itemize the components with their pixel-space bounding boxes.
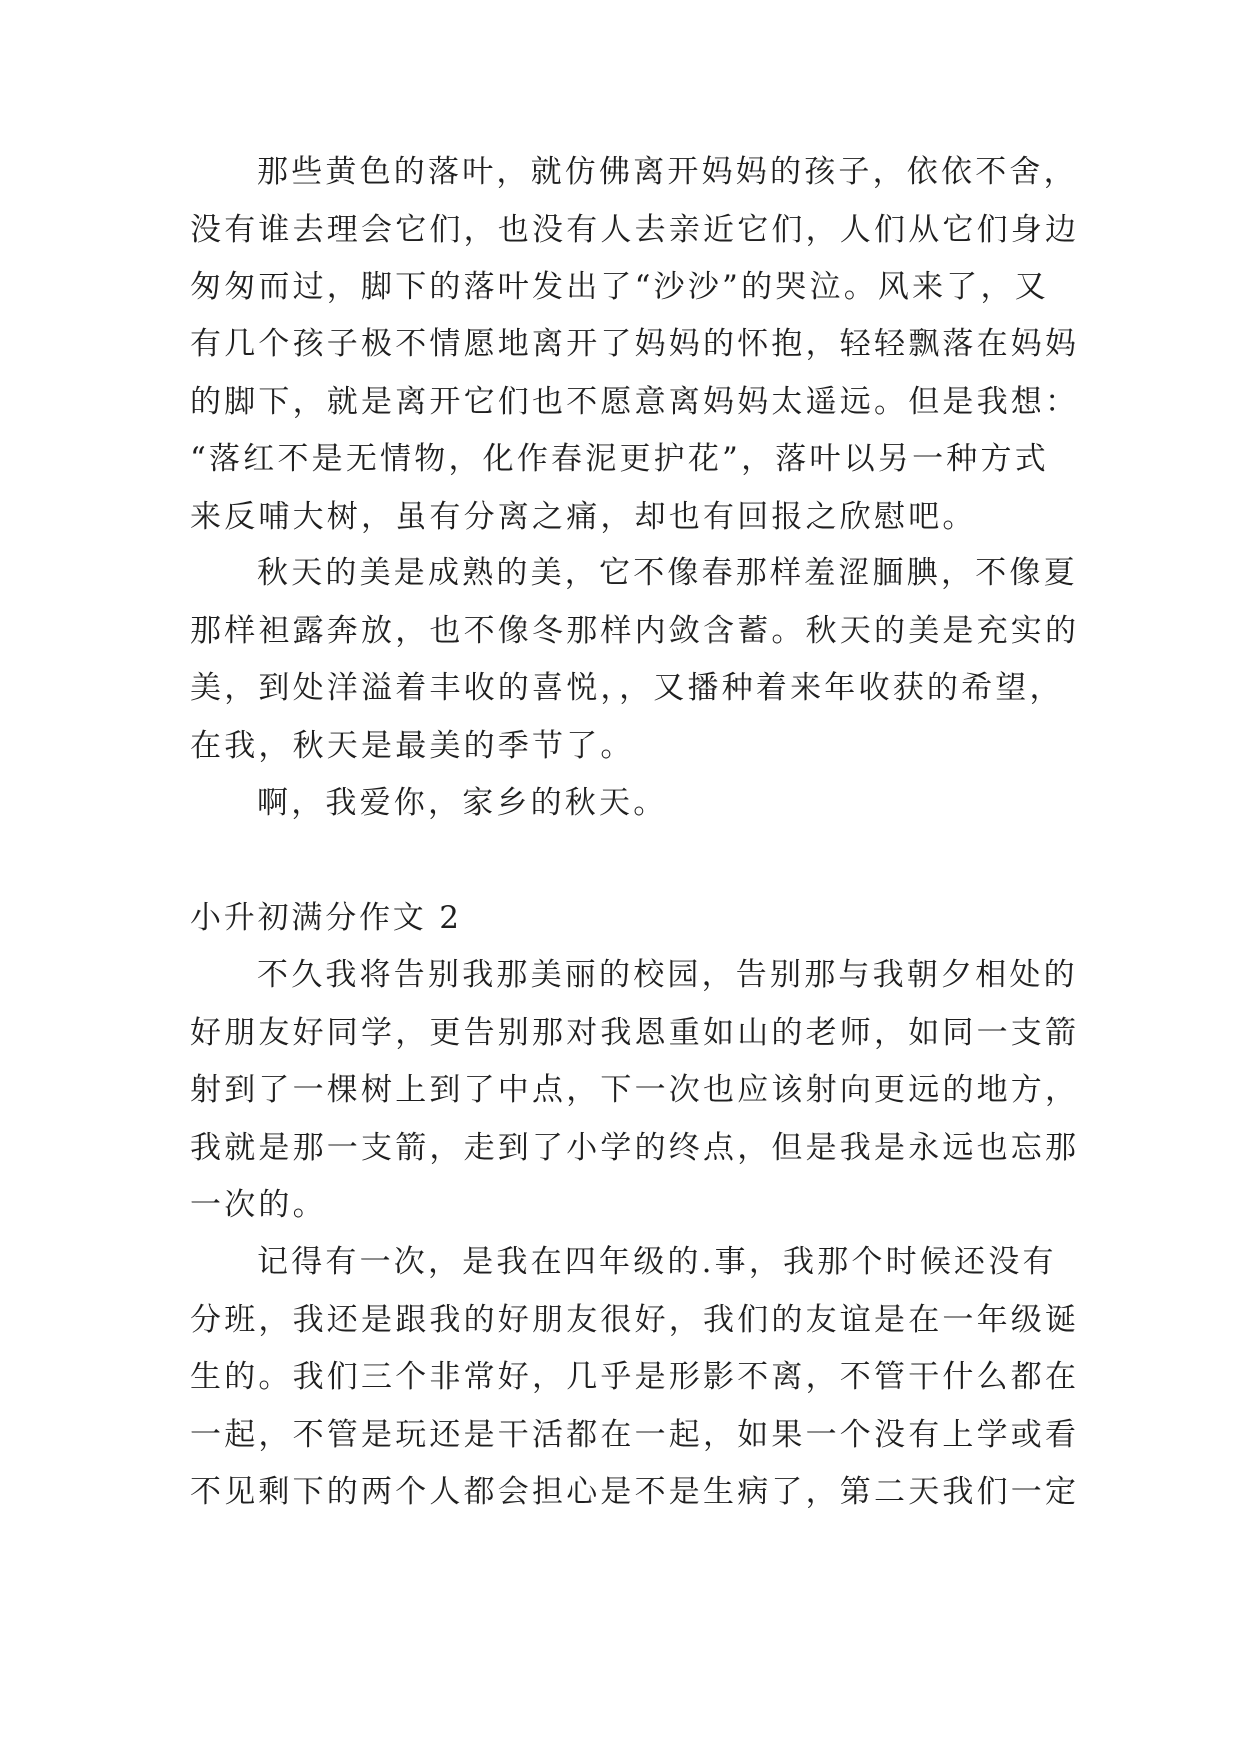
text-line: 不久我将告别我那美丽的校园，告别那与我朝夕相处的: [257, 957, 1078, 993]
text-line: “落红不是无情物，化作春泥更护花”，落叶以另一种方式: [190, 441, 1049, 477]
text-line: 的脚下，就是离开它们也不愿意离妈妈太遥远。但是我想：: [190, 384, 1080, 420]
text-line: 秋天的美是成熟的美，它不像春那样羞涩腼腆，不像夏: [257, 555, 1078, 591]
text-line: 匆匆而过，脚下的落叶发出了“沙沙”的哭泣。风来了，又: [190, 269, 1049, 305]
text-line: 那些黄色的落叶，就仿佛离开妈妈的孩子，依依不舍，: [257, 154, 1078, 190]
text-line: 啊，我爱你，家乡的秋天。: [257, 785, 668, 821]
text-line: 射到了一棵树上到了中点，下一次也应该射向更远的地方，: [190, 1072, 1080, 1108]
section-heading: 小升初满分作文 2: [190, 900, 462, 936]
text-line: 在我，秋天是最美的季节了。: [190, 728, 635, 764]
text-line: 不见剩下的两个人都会担心是不是生病了，第二天我们一定: [190, 1474, 1080, 1510]
text-line: 有几个孩子极不情愿地离开了妈妈的怀抱，轻轻飘落在妈妈: [190, 326, 1080, 362]
text-line: 一起，不管是玩还是干活都在一起，如果一个没有上学或看: [190, 1417, 1080, 1453]
text-line: 一次的。: [190, 1187, 327, 1223]
text-line: 没有谁去理会它们，也没有人去亲近它们，人们从它们身边: [190, 212, 1080, 248]
text-line: 分班，我还是跟我的好朋友很好，我们的友谊是在一年级诞: [190, 1302, 1080, 1338]
text-line: 生的。我们三个非常好，几乎是形影不离，不管干什么都在: [190, 1359, 1080, 1395]
text-line: 那样袒露奔放，也不像冬那样内敛含蓄。秋天的美是充实的: [190, 613, 1080, 649]
text-line: 来反哺大树，虽有分离之痛，却也有回报之欣慰吧。: [190, 499, 977, 535]
text-line: 我就是那一支箭，走到了小学的终点，但是我是永远也忘那: [190, 1130, 1080, 1166]
text-line: 好朋友好同学，更告别那对我恩重如山的老师，如同一支箭: [190, 1015, 1080, 1051]
text-line: 美，到处洋溢着丰收的喜悦，，又播种着来年收获的希望，: [190, 670, 1064, 706]
text-line: 记得有一次，是我在四年级的.事，我那个时候还没有: [257, 1244, 1057, 1280]
